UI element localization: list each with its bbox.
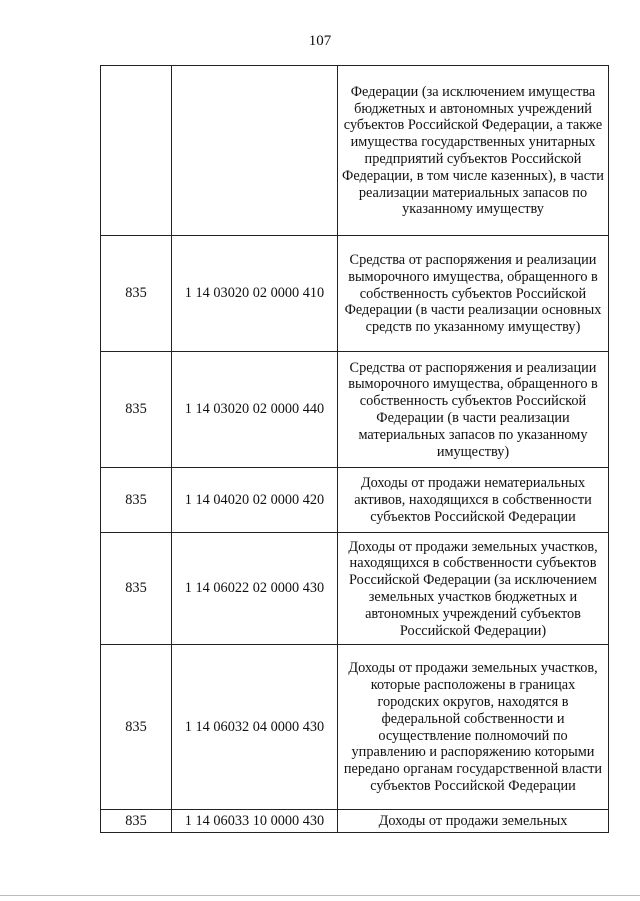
revenue-name-cell: Доходы от продажи нематериальных активов, находящихся в собственности субъектов Российской Федерации bbox=[338, 468, 609, 533]
admin-code-cell: 835 bbox=[101, 468, 172, 533]
budget-code-cell: 1 14 06032 04 0000 430 bbox=[172, 645, 338, 810]
revenue-name-cell: Средства от распоряжения и реализации выморочного имущества, обращенного в собственность субъектов Российской Федерации (в части реализации основных средств по указанному имуществу) bbox=[338, 236, 609, 352]
admin-code-cell: 835 bbox=[101, 533, 172, 645]
admin-code-cell: 835 bbox=[101, 645, 172, 810]
budget-classification-table bbox=[100, 65, 609, 833]
page-number: 107 bbox=[308, 33, 332, 49]
admin-code-cell bbox=[101, 66, 172, 236]
revenue-name-cell: Доходы от продажи земельных участков, которые расположены в границах городских округов, находятся в федеральной собственности и осуществление полномочий по управлению и распоряжению которыми передано органам государственной власти субъектов Российской Федерации bbox=[338, 645, 609, 810]
budget-code-cell: 1 14 03020 02 0000 410 bbox=[172, 236, 338, 352]
page-bottom-rule bbox=[0, 895, 640, 896]
revenue-name-cell: Средства от распоряжения и реализации выморочного имущества, обращенного в собственность субъектов Российской Федерации (в части реализации материальных запасов по указанному имуществу) bbox=[338, 352, 609, 468]
table-row bbox=[101, 645, 609, 810]
table-row bbox=[101, 468, 609, 533]
table-row bbox=[101, 66, 609, 236]
budget-code-cell: 1 14 06033 10 0000 430 bbox=[172, 810, 338, 833]
budget-code-cell bbox=[172, 66, 338, 236]
table-row bbox=[101, 236, 609, 352]
revenue-name-cell: Доходы от продажи земельных bbox=[338, 810, 609, 833]
admin-code-cell: 835 bbox=[101, 236, 172, 352]
admin-code-cell: 835 bbox=[101, 352, 172, 468]
table-row bbox=[101, 533, 609, 645]
table-row bbox=[101, 352, 609, 468]
table-row bbox=[101, 810, 609, 833]
admin-code-cell: 835 bbox=[101, 810, 172, 833]
budget-code-cell: 1 14 03020 02 0000 440 bbox=[172, 352, 338, 468]
budget-code-cell: 1 14 04020 02 0000 420 bbox=[172, 468, 338, 533]
revenue-name-cell: Доходы от продажи земельных участков, находящихся в собственности субъектов Российской Федерации (за исключением земельных участков бюджетных и автономных учреждений субъектов Российской Федерации) bbox=[338, 533, 609, 645]
revenue-name-cell: Федерации (за исключением имущества бюджетных и автономных учреждений субъектов Российской Федерации, а также имущества государственных унитарных предприятий субъектов Российской Федерации, в том числе казенных), в части реализации материальных запасов по указанному имуществу bbox=[338, 66, 609, 236]
budget-code-cell: 1 14 06022 02 0000 430 bbox=[172, 533, 338, 645]
